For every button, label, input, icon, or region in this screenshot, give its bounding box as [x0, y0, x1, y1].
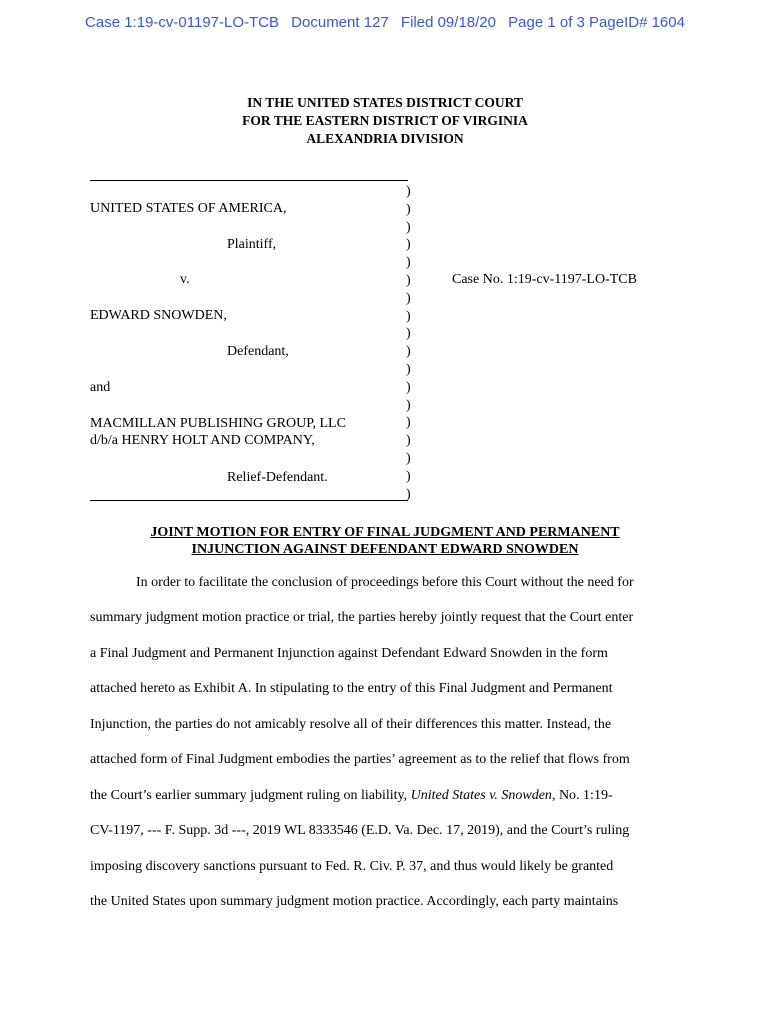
versus-label: v.	[180, 272, 190, 287]
relief-defendant-name-line-2: d/b/a HENRY HOLT AND COMPANY,	[90, 433, 315, 448]
caption-paren: )	[406, 361, 411, 377]
caption-paren: )	[406, 237, 411, 253]
body-text-segment: , No. 1:19-	[551, 788, 613, 803]
court-heading-line-2: FOR THE EASTERN DISTRICT OF VIRGINIA	[242, 113, 528, 128]
motion-title-line-1: JOINT MOTION FOR ENTRY OF FINAL JUDGMENT AND PERMANENT	[150, 525, 620, 540]
caption-parenthesis-column	[406, 183, 416, 503]
caption-paren: )	[406, 255, 411, 271]
caption-paren: )	[406, 433, 411, 449]
court-heading-line-1: IN THE UNITED STATES DISTRICT COURT	[247, 95, 523, 110]
caption-paren: )	[406, 308, 411, 324]
motion-title	[0, 524, 770, 558]
relief-defendant-role: Relief-Defendant.	[227, 470, 328, 485]
body-text-line: attached form of Final Judgment embodies the parties’ agreement as to the relief that flows from	[90, 752, 630, 767]
caption-top-rule	[90, 180, 408, 181]
ecf-document-number: Document 127	[291, 14, 389, 31]
case-number: Case No. 1:19-cv-1197-LO-TCB	[452, 272, 637, 287]
caption-paren: )	[406, 486, 411, 502]
caption-paren: )	[406, 397, 411, 413]
caption-paren: )	[406, 468, 411, 484]
ecf-filing-header	[0, 14, 770, 31]
defendant-name: EDWARD SNOWDEN,	[90, 308, 227, 323]
body-text-line: summary judgment motion practice or trial, the parties hereby jointly request that the Court enter	[90, 610, 634, 625]
caption-paren: )	[406, 272, 411, 288]
body-text-line: the United States upon summary judgment motion practice. Accordingly, each party maintains	[90, 894, 619, 909]
body-text-segment: the Court’s earlier summary judgment ruling on liability,	[90, 788, 411, 803]
ecf-case-number: Case 1:19-cv-01197-LO-TCB	[85, 14, 279, 31]
caption-paren: )	[406, 379, 411, 395]
caption-paren: )	[406, 450, 411, 466]
motion-title-line-2: INJUNCTION AGAINST DEFENDANT EDWARD SNOWDEN	[191, 542, 579, 557]
caption-paren: )	[406, 344, 411, 360]
body-text-line: attached hereto as Exhibit A. In stipulating to the entry of this Final Judgment and Permanent	[90, 681, 613, 696]
body-text-line: imposing discovery sanctions pursuant to Fed. R. Civ. P. 37, and thus would likely be granted	[90, 859, 614, 874]
caption-bottom-rule	[90, 500, 408, 501]
caption-paren: )	[406, 219, 411, 235]
relief-defendant-name-line-1: MACMILLAN PUBLISHING GROUP, LLC	[90, 416, 346, 431]
body-text-line: CV-1197, --- F. Supp. 3d ---, 2019 WL 8333546 (E.D. Va. Dec. 17, 2019), and the Court’s ruling	[90, 823, 630, 838]
defendant-role: Defendant,	[227, 344, 289, 359]
ecf-filed-date: Filed 09/18/20	[400, 14, 496, 31]
court-heading-line-3: ALEXANDRIA DIVISION	[306, 131, 464, 146]
court-heading	[0, 94, 770, 148]
plaintiff-name: UNITED STATES OF AMERICA,	[90, 201, 287, 216]
caption-paren: )	[406, 326, 411, 342]
body-text-line: In order to facilitate the conclusion of proceedings before this Court without the need for	[136, 575, 634, 590]
caption-paren: )	[406, 290, 411, 306]
conjunction-and: and	[90, 380, 111, 395]
case-citation-italic: United States v. Snowden	[410, 788, 552, 803]
caption-paren: )	[406, 201, 411, 217]
body-text-line: Injunction, the parties do not amicably resolve all of their differences this matter. Instead, the	[90, 717, 612, 732]
plaintiff-role: Plaintiff,	[227, 237, 277, 252]
body-text-line	[90, 788, 613, 804]
ecf-page-info: Page 1 of 3 PageID# 1604	[508, 14, 685, 31]
caption-paren: )	[406, 415, 411, 431]
caption-paren: )	[406, 184, 411, 199]
body-text-line: a Final Judgment and Permanent Injunction against Defendant Edward Snowden in the form	[90, 646, 608, 661]
